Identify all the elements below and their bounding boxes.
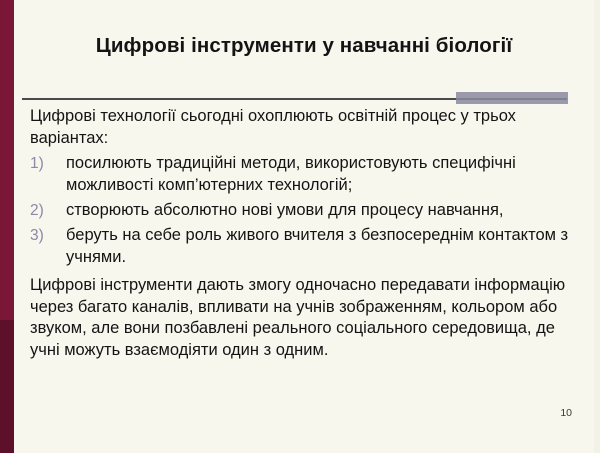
list-item-text: створюють абсолютно нові умови для процесу навчання, [66, 200, 504, 219]
list-marker: 3) [30, 226, 44, 244]
list-item [30, 225, 582, 269]
closing-paragraph: Цифрові інструменти дають змогу одночасно передавати інформацію через багато каналів, впливати на учнів зображенням, кольором або звуком, але вони позбавлені реального соціального середовища, де учні можуть взаємодіяти один з одним. [30, 275, 566, 360]
list-marker: 1) [30, 154, 44, 172]
title-divider [22, 92, 588, 104]
divider-block [456, 92, 568, 104]
list-item [30, 153, 582, 197]
left-accent-bar-lower [0, 320, 14, 453]
slide-body [30, 106, 582, 363]
list-item-text: беруть на себе роль живого вчителя з безпосереднім контактом з учнями. [66, 225, 569, 266]
list-item [30, 200, 582, 222]
numbered-list [30, 153, 582, 269]
list-item-text: посилюють традиційні методи, використовують специфічні можливості комп’ютерних технологій; [66, 153, 516, 194]
page-number: 10 [560, 407, 572, 419]
page-title: Цифрові інструменти у навчанні біології [95, 34, 513, 57]
intro-paragraph: Цифрові технології сьогодні охоплюють освітній процес у трьох варіантах: [30, 107, 516, 147]
list-marker: 2) [30, 201, 44, 219]
right-edge-strip [594, 0, 600, 453]
